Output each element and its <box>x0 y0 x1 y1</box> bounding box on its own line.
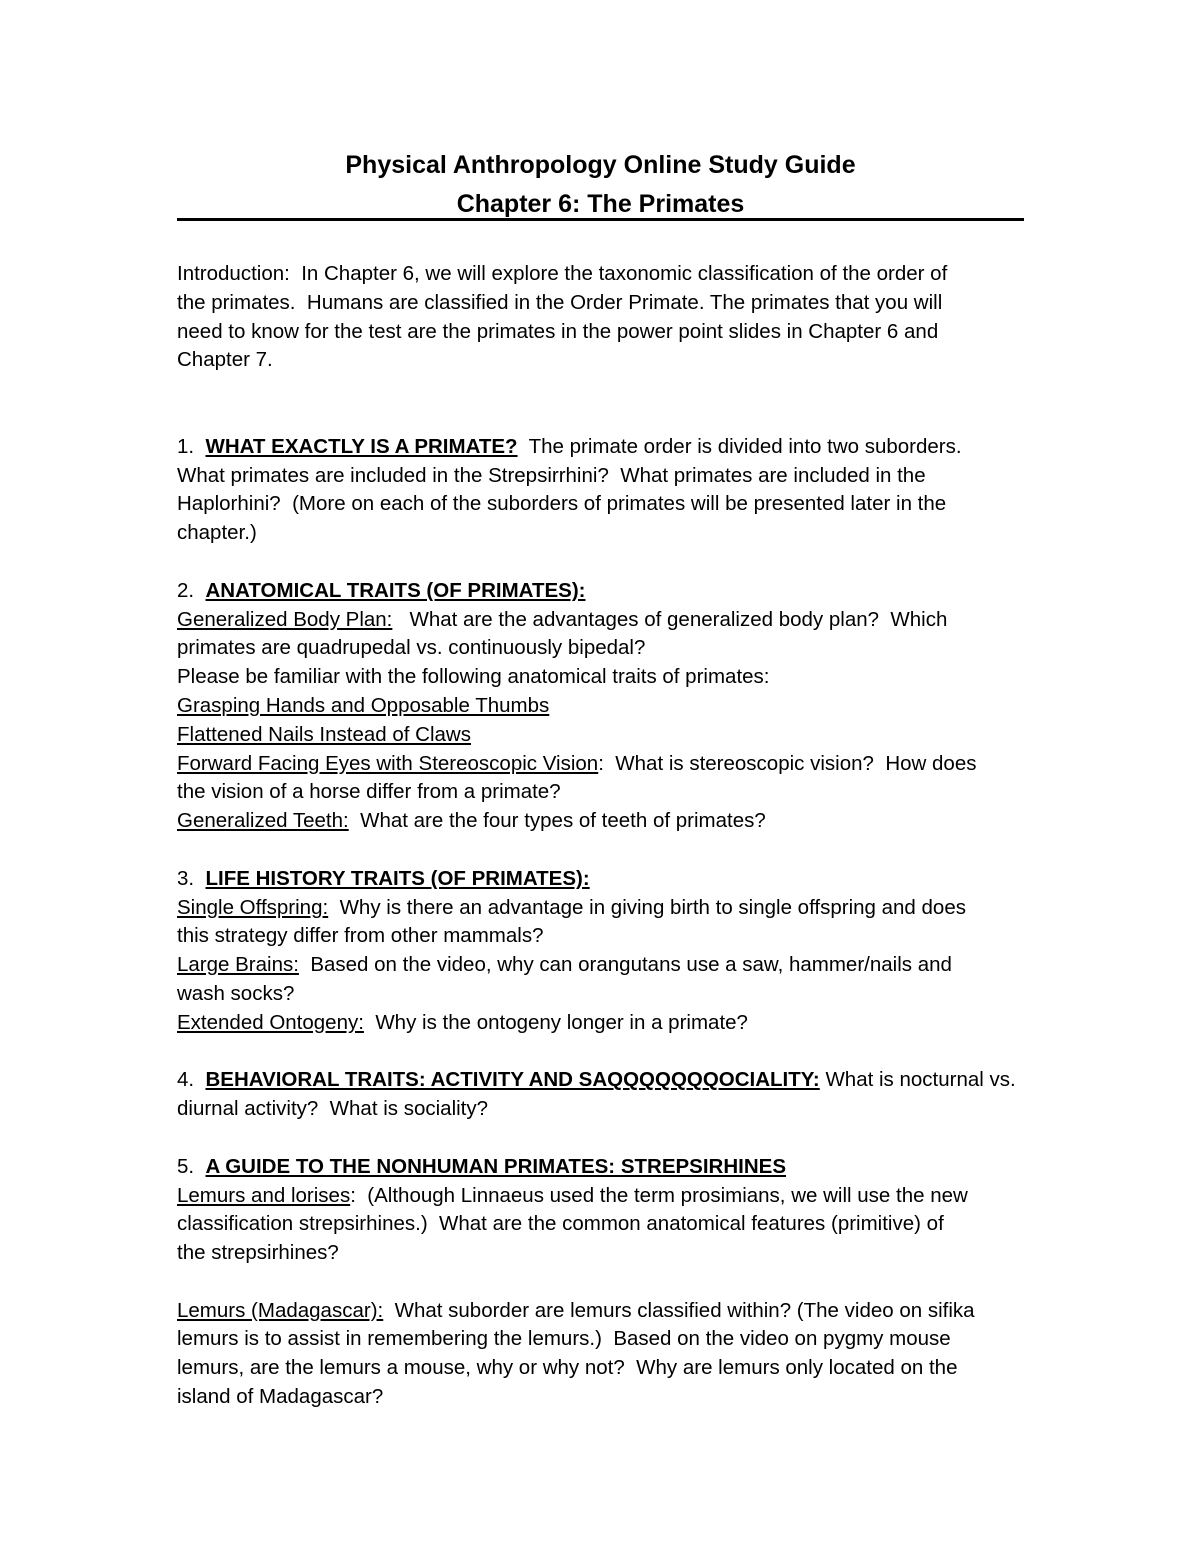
generalized-body-plan-line: primates are quadrupedal vs. continuously bipedal? <box>177 636 646 660</box>
section-number: 1. <box>177 434 206 458</box>
generalized-body-plan-label: Generalized Body Plan: <box>177 607 393 631</box>
generalized-teeth-label: Generalized Teeth: <box>177 809 349 833</box>
section-1 <box>177 433 1027 548</box>
section-1-text: The primate order is divided into two suborders. <box>517 434 962 458</box>
lemurs-lorises-text: : (Although Linnaeus used the term prosimians, we will use the new <box>350 1183 968 1207</box>
forward-eyes-line <box>177 750 1027 779</box>
section-1-line: chapter.) <box>177 521 257 545</box>
spacer <box>177 1038 1027 1067</box>
generalized-teeth-line <box>177 807 1027 836</box>
lemurs-lorises-line <box>177 1182 1027 1211</box>
large-brains-label: Large Brains: <box>177 953 299 977</box>
section-4-text: What is nocturnal vs. <box>819 1068 1016 1092</box>
intro-line: the primates. Humans are classified in the Order Primate. The primates that you will <box>177 290 943 314</box>
spacer <box>177 1124 1027 1153</box>
intro-paragraph <box>177 260 1027 375</box>
section-3-heading-line <box>177 865 1027 894</box>
lemurs-madagascar-line: lemurs, are the lemurs a mouse, why or why not? Why are lemurs only located on the <box>177 1356 958 1380</box>
large-brains-line: wash socks? <box>177 981 295 1005</box>
extended-ontogeny-text: Why is the ontogeny longer in a primate? <box>363 1010 748 1034</box>
spacer <box>177 836 1027 865</box>
flattened-nails-item: Flattened Nails Instead of Claws <box>177 722 471 746</box>
section-3 <box>177 865 1027 1038</box>
section-4 <box>177 1066 1027 1124</box>
section-1-line: Haplorhini? (More on each of the suborders of primates will be presented later in the <box>177 492 947 516</box>
large-brains-text: Based on the video, why can orangutans use a saw, hammer/nails and <box>298 953 952 977</box>
section-4-heading: BEHAVIORAL TRAITS: ACTIVITY AND SAQQQQQQQOCIALITY: <box>205 1068 820 1092</box>
section-3-heading: LIFE HISTORY TRAITS (OF PRIMATES): <box>205 866 590 890</box>
section-2-heading-line <box>177 577 1027 606</box>
spacer <box>177 375 1027 433</box>
section-5-heading: A GUIDE TO THE NONHUMAN PRIMATES: STREPSIRHINES <box>205 1154 786 1178</box>
section-4-line <box>177 1066 1027 1095</box>
spacer <box>177 1268 1027 1297</box>
intro-line: need to know for the test are the primates in the power point slides in Chapter 6 and <box>177 319 939 343</box>
section-1-heading: WHAT EXACTLY IS A PRIMATE? <box>205 434 518 458</box>
forward-eyes-text: : What is stereoscopic vision? How does <box>598 751 977 775</box>
section-5 <box>177 1153 1027 1268</box>
generalized-body-plan-text: What are the advantages of generalized body plan? Which <box>392 607 948 631</box>
intro-line: Introduction: In Chapter 6, we will explore the taxonomic classification of the order of <box>177 262 948 285</box>
lemurs-madagascar-line <box>177 1297 1027 1326</box>
lemurs-madagascar-paragraph <box>177 1297 1027 1412</box>
generalized-body-plan-line <box>177 606 1027 635</box>
section-4-line: diurnal activity? What is sociality? <box>177 1097 489 1121</box>
lemurs-madagascar-text: What suborder are lemurs classified within? (The video on sifika <box>383 1298 975 1322</box>
lemurs-lorises-line: classification strepsirhines.) What are the common anatomical features (primitive) of <box>177 1212 944 1236</box>
spacer <box>177 548 1027 577</box>
single-offspring-label: Single Offspring: <box>177 895 329 919</box>
forward-eyes-label: Forward Facing Eyes with Stereoscopic Vision <box>177 751 599 775</box>
extended-ontogeny-label: Extended Ontogeny: <box>177 1010 364 1034</box>
lemurs-lorises-line: the strepsirhines? <box>177 1241 339 1265</box>
section-1-line: What primates are included in the Strepsirrhini? What primates are included in the <box>177 463 926 487</box>
document-subtitle: Chapter 6: The Primates <box>456 190 745 218</box>
lemurs-madagascar-line: island of Madagascar? <box>177 1385 384 1409</box>
lemurs-lorises-label: Lemurs and lorises <box>177 1183 351 1207</box>
forward-eyes-line: the vision of a horse differ from a primate? <box>177 780 561 804</box>
document-title-block <box>177 146 1024 224</box>
intro-line: Chapter 7. <box>177 348 273 372</box>
section-number: 3. <box>177 866 206 890</box>
extended-ontogeny-line <box>177 1009 1027 1038</box>
lemurs-madagascar-label: Lemurs (Madagascar): <box>177 1298 384 1322</box>
section-2 <box>177 577 1027 836</box>
section-1-line <box>177 433 1027 462</box>
single-offspring-line: this strategy differ from other mammals? <box>177 924 544 948</box>
single-offspring-line <box>177 894 1027 923</box>
document-title: Physical Anthropology Online Study Guide <box>345 151 856 179</box>
section-number: 5. <box>177 1154 206 1178</box>
large-brains-line <box>177 951 1027 980</box>
grasping-hands-item: Grasping Hands and Opposable Thumbs <box>177 693 550 717</box>
document-body <box>177 260 1027 1412</box>
single-offspring-text: Why is there an advantage in giving birth to single offspring and does <box>328 895 966 919</box>
title-divider <box>177 218 1024 221</box>
section-5-heading-line <box>177 1153 1027 1182</box>
lemurs-madagascar-line: lemurs is to assist in remembering the lemurs.) Based on the video on pygmy mouse <box>177 1327 951 1351</box>
section-number: 4. <box>177 1068 206 1092</box>
section-2-heading: ANATOMICAL TRAITS (OF PRIMATES): <box>205 578 586 602</box>
section-number: 2. <box>177 578 206 602</box>
familiar-traits-line: Please be familiar with the following anatomical traits of primates: <box>177 665 770 689</box>
generalized-teeth-text: What are the four types of teeth of primates? <box>348 809 766 833</box>
